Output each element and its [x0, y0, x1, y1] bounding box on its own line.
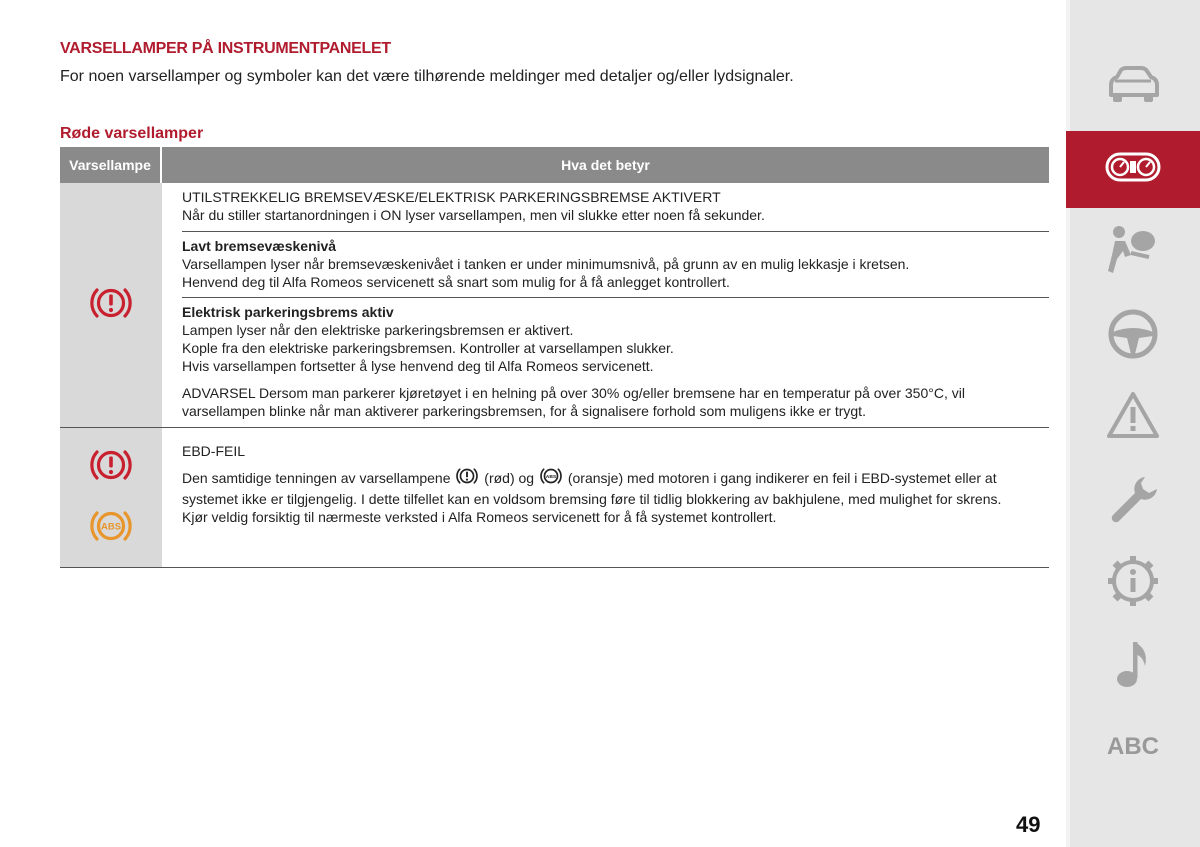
sidebar-item-safety[interactable] — [1066, 222, 1200, 280]
sidebar-item-emergency[interactable] — [1066, 388, 1200, 446]
intro-text: For noen varsellamper og symboler kan det være tilhørende meldinger med detaljer og/eller lydsignaler. — [60, 68, 794, 85]
abs-warning-icon — [539, 466, 563, 490]
sidebar-item-car[interactable] — [1066, 58, 1200, 116]
table-row — [60, 183, 1049, 428]
meaning-block — [182, 298, 1049, 426]
block-text: Kjør veldig forsiktig til nærmeste verksted i Alfa Romeos servicenett for å få systemet kontrollert. — [182, 509, 777, 525]
page-number: 49 — [1016, 812, 1041, 837]
brake-warning-icon — [88, 446, 134, 489]
meaning-cell — [162, 183, 1049, 427]
sidebar-item-dashboard[interactable] — [1066, 131, 1200, 208]
text-fragment: (oransje) med motoren i gang indikerer en feil i EBD-systemet eller at systemet ikke er tilgjengelig. I dette tilfellet kan en voldsom bremsing føre til tidlig blokkering av bakhjulene, med mulighet for skrens. — [182, 470, 1002, 507]
music-note-icon — [1111, 638, 1155, 695]
lamp-cell — [60, 428, 162, 567]
block-text: Varsellampen lyser når bremsevæskenivået i tanken er under minimumsnivå, på grunn av en mulig lekkasje i kretsen. — [182, 256, 910, 272]
block-text — [182, 469, 1049, 508]
sidebar-item-driving[interactable] — [1066, 305, 1200, 367]
column-header-lamp: Varsellampe — [60, 147, 162, 183]
steering-wheel-icon — [1107, 308, 1159, 365]
block-text: Henvend deg til Alfa Romeos servicenett så snart som mulig for å få anlegget kontrollert. — [182, 274, 730, 290]
sidebar-item-maintenance[interactable] — [1066, 470, 1200, 532]
dashboard-icon — [1104, 150, 1162, 189]
warning-lights-table — [60, 147, 1049, 568]
meaning-block — [182, 183, 1049, 232]
meaning-block — [182, 232, 1049, 298]
wrench-icon — [1105, 471, 1161, 532]
brake-warning-icon — [88, 284, 134, 327]
block-title: EBD-FEIL — [182, 443, 246, 459]
abs-warning-icon — [88, 507, 134, 550]
lamp-cell — [60, 183, 162, 427]
table-header — [60, 147, 1049, 183]
sidebar-item-multimedia[interactable] — [1066, 636, 1200, 696]
meaning-block — [182, 428, 1049, 532]
abc-icon: ABC — [1107, 733, 1159, 760]
text-fragment: Den samtidige tenningen av varsellampene — [182, 470, 451, 487]
text-fragment: (rød) og — [484, 470, 535, 487]
brake-warning-icon — [455, 466, 479, 490]
meaning-cell — [162, 428, 1049, 567]
column-header-meaning: Hva det betyr — [162, 147, 1049, 183]
warning-triangle-icon — [1105, 390, 1161, 445]
car-icon — [1105, 65, 1161, 110]
block-title: Lavt bremsevæskenivå — [182, 238, 337, 254]
airbag-icon — [1105, 223, 1161, 280]
warning-text: ADVARSEL Dersom man parkerer kjøretøyet i en helning på over 30% og/eller bremsene har en temperatur på over 350°C, vil varsellampen blinke når man aktiverer parkeringsbremsen, for å signalisere forhold som muligens ikke er trygt. — [182, 385, 965, 419]
table-row — [60, 428, 1049, 568]
section-title: VARSELLAMPER PÅ INSTRUMENTPANELET — [60, 40, 391, 57]
block-text: Lampen lyser når den elektriske parkeringsbremsen er aktivert. — [182, 322, 574, 338]
block-text: Kople fra den elektriske parkeringsbremsen. Kontroller at varsellampen slukker. — [182, 340, 674, 356]
info-gear-icon — [1106, 554, 1160, 613]
abs-icon-label: ABS — [545, 474, 557, 480]
subsection-title: Røde varsellamper — [60, 125, 204, 142]
abs-icon-label: ABS — [100, 521, 122, 532]
block-text: Hvis varsellampen fortsetter å lyse henvend deg til Alfa Romeos servicenett. — [182, 358, 654, 374]
sidebar-item-index[interactable] — [1066, 724, 1200, 770]
chapter-sidebar — [1066, 0, 1200, 847]
block-title: Elektrisk parkeringsbrems aktiv — [182, 304, 394, 320]
sidebar-item-technical[interactable] — [1066, 552, 1200, 614]
block-text: Når du stiller startanordningen i ON lyser varsellampen, men vil slukke etter noen få sekunder. — [182, 207, 765, 223]
block-title: UTILSTREKKELIG BREMSEVÆSKE/ELEKTRISK PARKERINGSBREMSE AKTIVERT — [182, 189, 721, 205]
